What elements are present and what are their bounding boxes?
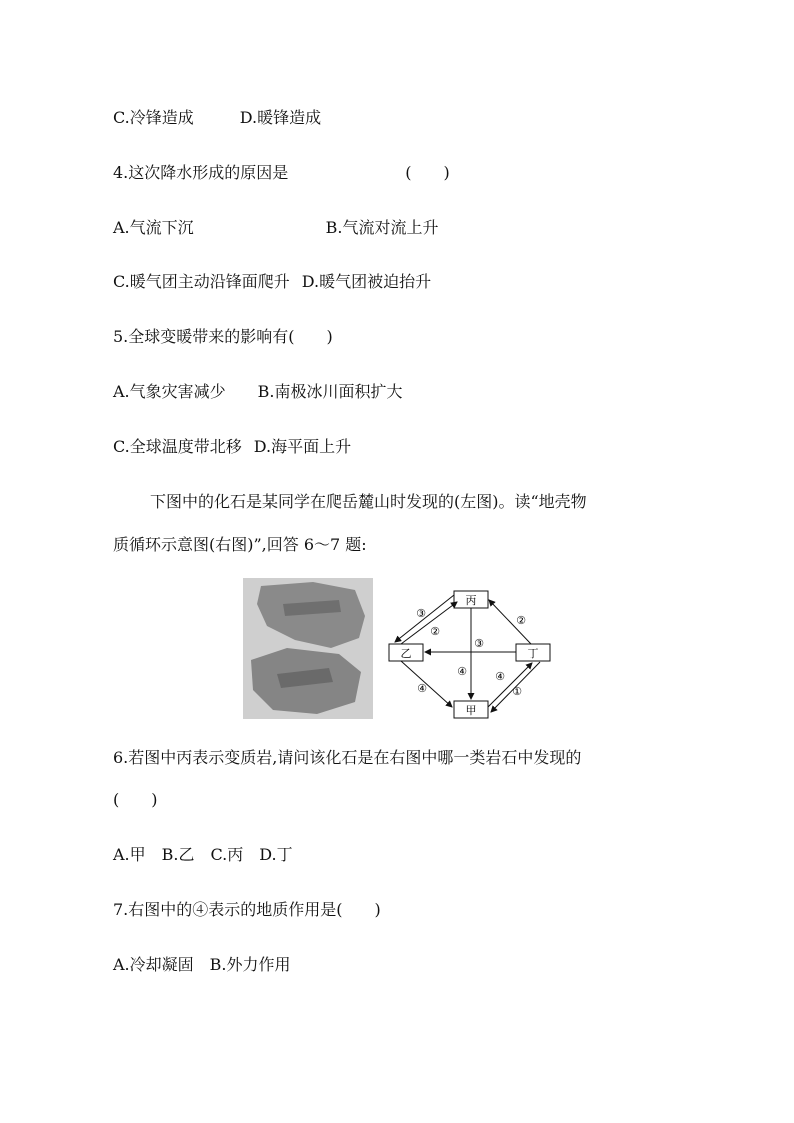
- fossil-photo: [243, 578, 373, 719]
- q4-answer-paren: ( ): [405, 163, 450, 182]
- label-circle-1: ①: [512, 685, 522, 698]
- q5-option-d: D.海平面上升: [253, 437, 352, 456]
- q5-option-b: B.南极冰川面积扩大: [257, 382, 403, 401]
- fossil-rock-image: [243, 578, 373, 719]
- label-circle-3-left: ③: [416, 607, 426, 620]
- rock-cycle-diagram: [385, 583, 555, 723]
- q5-stem: 5.全球变暖带来的影响有( ): [113, 327, 333, 346]
- q7-option-a: A.冷却凝固: [113, 955, 194, 974]
- intro-line-1: 下图中的化石是某同学在爬岳麓山时发现的(左图)。读“地壳物: [150, 492, 587, 511]
- q4-stem-line: [113, 163, 450, 183]
- label-yi: 乙: [400, 647, 412, 660]
- q3-options-cd: [113, 108, 321, 128]
- q6-answer-paren: ( ): [113, 790, 158, 809]
- label-circle-2-right: ②: [516, 614, 526, 627]
- q5-option-a: A.气象灾害减少: [113, 382, 226, 401]
- label-circle-4-center: ④: [457, 665, 467, 678]
- label-circle-2-left: ②: [430, 625, 440, 638]
- q4-stem: 4.这次降水形成的原因是: [113, 163, 289, 182]
- q6-stem: 6.若图中丙表示变质岩,请问该化石是在右图中哪一类岩石中发现的: [113, 748, 582, 767]
- q6-options: A.甲 B.乙 C.丙 D.丁: [113, 845, 293, 864]
- q5-options-ab: [113, 382, 403, 402]
- q4-option-d: D.暖气团被迫抬升: [301, 272, 432, 291]
- label-bing: 丙: [465, 594, 477, 607]
- q7-stem: 7.右图中的④表示的地质作用是( ): [113, 900, 381, 919]
- q4-options-cd: [113, 272, 431, 292]
- intro-line-2: 质循环示意图(右图)”,回答 6～7 题:: [113, 535, 367, 554]
- label-ding: 丁: [527, 647, 539, 660]
- q4-options-ab: [113, 218, 439, 238]
- arrow-yi-bing: [401, 602, 457, 644]
- label-circle-4-left: ④: [417, 682, 427, 695]
- q5-option-c: C.全球温度带北移: [113, 437, 242, 456]
- q3-option-c: C.冷锋造成: [113, 108, 194, 127]
- label-circle-4-right: ④: [495, 670, 505, 683]
- q7-options: [113, 955, 291, 975]
- q4-option-a: A.气流下沉: [113, 218, 194, 237]
- q7-option-b: B.外力作用: [209, 955, 291, 974]
- label-jia: 甲: [465, 704, 477, 717]
- q3-option-d: D.暖锋造成: [239, 108, 322, 127]
- q4-option-b: B.气流对流上升: [325, 218, 439, 237]
- label-circle-3-center: ③: [474, 637, 484, 650]
- q4-option-c: C.暖气团主动沿锋面爬升: [113, 272, 290, 291]
- q5-options-cd: [113, 437, 351, 457]
